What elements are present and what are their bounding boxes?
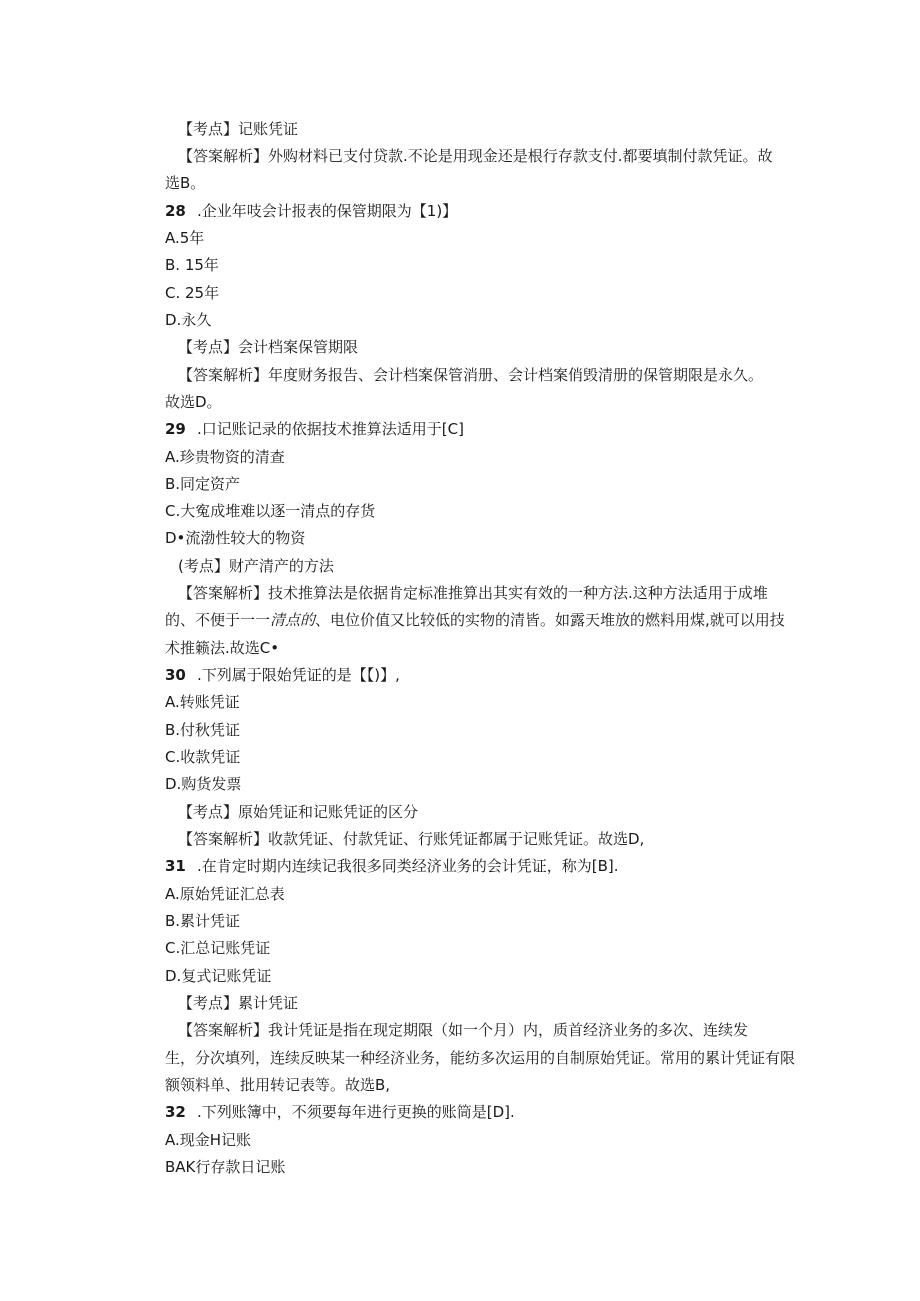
question-number: 29: [165, 420, 186, 438]
option-d: D.购货发票: [165, 775, 242, 793]
option-b: B.同定资产: [165, 475, 241, 493]
option-a: A.5年: [165, 229, 205, 247]
question-28: [165, 201, 795, 221]
question-text: .下列账簿中，不须要每年进行更换的账筒是[D].: [197, 1103, 515, 1121]
question-text: .口记账记录的依据技术推算法适用于[C]: [197, 420, 464, 438]
option-c: C.大寃成堆难以逐一清点的存货: [165, 502, 376, 520]
question-30: [165, 665, 795, 685]
option-c: C. 25年: [165, 284, 220, 302]
option-b: BAK行存款日记账: [165, 1158, 286, 1176]
key-point-line: 【考点】累计凭证: [178, 994, 299, 1012]
question-number: 28: [165, 202, 186, 220]
option-b: B.付秋凭证: [165, 721, 241, 739]
option-c: C.收款凭证: [165, 748, 241, 766]
answer-analysis-line: 【答案解析】收款凭证、付款凭证、行账凭证都属于记账凭证。故选D,: [178, 830, 645, 848]
question-32: [165, 1102, 795, 1122]
option-d: D•流渤性较大的物资: [165, 529, 306, 547]
question-number: 31: [165, 857, 186, 875]
key-point-line: 【考点】原始凭证和记账凭证的区分: [178, 803, 419, 821]
text-segment: 、电位价值又比较低的实物的清皆。如露天堆放的燃料用煤,就可以用技: [315, 611, 785, 629]
text-segment: 的、不便于一一: [165, 611, 271, 629]
question-31: [165, 856, 795, 876]
option-c: C.汇总记账凭证: [165, 939, 271, 957]
question-text: .下列属于限始凭证的是【【)】,: [197, 666, 400, 684]
answer-analysis-continuation: 额领料单、批用转记表等。故选B,: [165, 1076, 391, 1094]
question-text: .企业年吱会计报表的保管期限为【1)】: [197, 202, 458, 220]
key-point-line: 【考点】会计档案保管期限: [178, 338, 359, 356]
option-a: A.现金H记账: [165, 1131, 252, 1149]
key-point-line: 【考点】记账凭证: [178, 120, 299, 138]
question-29: [165, 419, 795, 439]
answer-analysis-continuation: 选B。: [165, 174, 206, 192]
question-number: 32: [165, 1103, 186, 1121]
answer-analysis-continuation: 故选D。: [165, 393, 222, 411]
option-b: B.累计凭证: [165, 912, 241, 930]
question-text: .在肯定时期内连续记我很多同类经济业务的会计凭证，称为[B].: [197, 857, 619, 875]
option-a: A.原始凭证汇总表: [165, 885, 285, 903]
answer-analysis-line: 【答案解析】技术推算法是依据肯定标准推算出其实有效的一种方法.这种方法适用于成堆: [178, 584, 768, 602]
option-d: D.复式记账凭证: [165, 967, 272, 985]
key-point-line: (考点】财产清产的方法: [178, 557, 334, 575]
answer-analysis-continuation: [165, 610, 795, 630]
answer-analysis-line: 【答案解析】外购材料已支付贷款.不论是用现金还是根行存款支付.都要填制付款凭证。故: [178, 147, 773, 165]
question-number: 30: [165, 666, 186, 684]
answer-analysis-line: 【答案解析】年度财务报告、会计档案保管消册、会计档案俏毁清册的保管期限是永久。: [178, 366, 764, 384]
option-d: D.永久: [165, 311, 212, 329]
option-a: A.珍贵物资的清查: [165, 448, 285, 466]
italic-text-segment: 清点的: [270, 611, 316, 629]
option-a: A.转账凭证: [165, 693, 240, 711]
option-b: B. 15年: [165, 256, 219, 274]
answer-analysis-line: 【答案解析】我计凭证是指在现定期限（如一个月）内，质首经济业务的多次、连续发: [178, 1021, 749, 1039]
answer-analysis-continuation: 术推籁法.故选C•: [165, 639, 280, 657]
answer-analysis-continuation: 生，分次填列，连续反映某一种经济业务，能纺多次运用的自制原始凭证。常用的累计凭证有限: [165, 1049, 795, 1067]
